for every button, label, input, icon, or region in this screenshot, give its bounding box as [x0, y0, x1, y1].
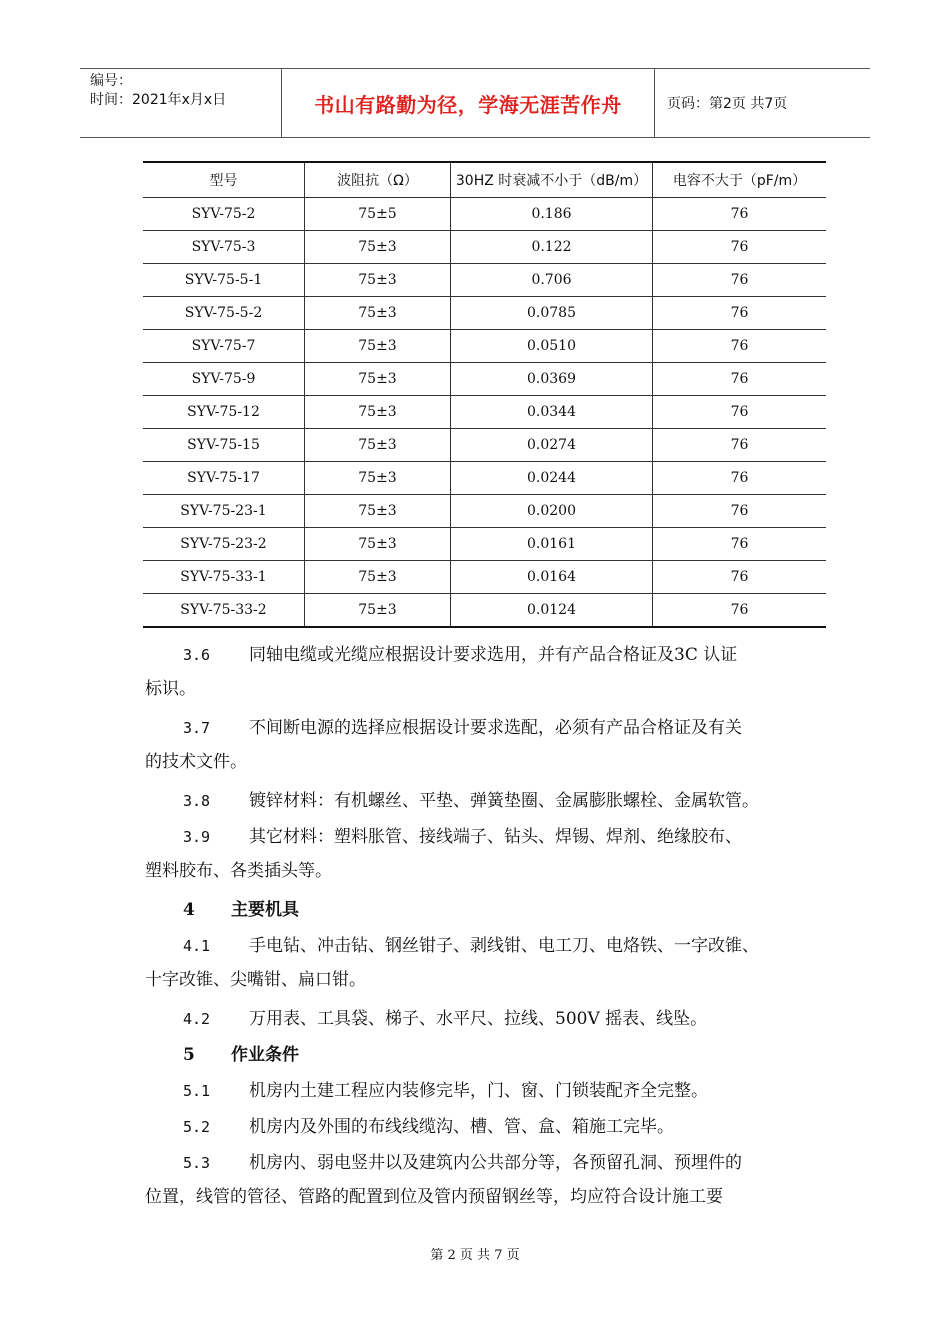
- column-header-capacitance: 电容不大于（pF/m）: [653, 162, 827, 198]
- clause-number: 3.7: [183, 719, 211, 737]
- cell-model: SYV-75-17: [143, 462, 305, 495]
- header-meta: [80, 69, 282, 137]
- cell-impedance: 75±3: [305, 363, 451, 396]
- paragraph-4-1: [145, 929, 825, 997]
- cell-capacitance: 76: [653, 363, 827, 396]
- page-header: [80, 68, 870, 138]
- cell-capacitance: 76: [653, 297, 827, 330]
- cell-model: SYV-75-33-1: [143, 561, 305, 594]
- cell-impedance: 75±3: [305, 462, 451, 495]
- cell-model: SYV-75-23-2: [143, 528, 305, 561]
- paragraph-5-2: [145, 1110, 825, 1144]
- cell-attenuation: 0.0785: [451, 297, 653, 330]
- clause-number: 4.1: [183, 937, 211, 955]
- paragraph-3-7: [145, 711, 825, 779]
- column-header-impedance: 波阻抗（Ω）: [305, 162, 451, 198]
- cell-capacitance: 76: [653, 264, 827, 297]
- cell-capacitance: 76: [653, 462, 827, 495]
- cell-model: SYV-75-5-2: [143, 297, 305, 330]
- section-title: 主要机具: [231, 900, 299, 920]
- cell-capacitance: 76: [653, 429, 827, 462]
- table-row: [143, 561, 826, 594]
- clause-continuation: 十字改锥、尖嘴钳、扁口钳。: [145, 970, 366, 990]
- cell-capacitance: 76: [653, 528, 827, 561]
- document-number-label: 编号：: [90, 73, 132, 89]
- cell-model: SYV-75-33-2: [143, 594, 305, 628]
- header-motto: 书山有路勤为径，学海无涯苦作舟: [282, 69, 655, 137]
- cell-impedance: 75±5: [305, 198, 451, 231]
- cell-model: SYV-75-2: [143, 198, 305, 231]
- table-row: [143, 363, 826, 396]
- paragraph-5-1: [145, 1074, 825, 1108]
- paragraph-4-2: [145, 1002, 825, 1036]
- table-row: [143, 198, 826, 231]
- header-page-info: 页码：第2页 共7页: [667, 96, 788, 112]
- cell-model: SYV-75-7: [143, 330, 305, 363]
- cell-capacitance: 76: [653, 396, 827, 429]
- section-title: 作业条件: [231, 1045, 299, 1065]
- page-footer: 第 2 页 共 7 页: [430, 1248, 520, 1263]
- cell-capacitance: 76: [653, 561, 827, 594]
- section-number: 5: [183, 1045, 195, 1065]
- cell-attenuation: 0.0164: [451, 561, 653, 594]
- table-row: [143, 396, 826, 429]
- clause-text: 其它材料：塑料胀管、接线端子、钻头、焊锡、焊剂、绝缘胶布、: [249, 827, 742, 847]
- clause-text: 万用表、工具袋、梯子、水平尺、拉线、500V 摇表、线坠。: [249, 1009, 708, 1029]
- table-row: [143, 462, 826, 495]
- cell-model: SYV-75-23-1: [143, 495, 305, 528]
- cell-capacitance: 76: [653, 198, 827, 231]
- table-row: [143, 330, 826, 363]
- cell-model: SYV-75-12: [143, 396, 305, 429]
- table-row: [143, 429, 826, 462]
- cell-attenuation: 0.706: [451, 264, 653, 297]
- cell-impedance: 75±3: [305, 594, 451, 628]
- cell-impedance: 75±3: [305, 561, 451, 594]
- cell-impedance: 75±3: [305, 429, 451, 462]
- cell-attenuation: 0.122: [451, 231, 653, 264]
- clause-continuation: 塑料胶布、各类插头等。: [145, 861, 332, 881]
- cell-capacitance: 76: [653, 594, 827, 628]
- cell-model: SYV-75-15: [143, 429, 305, 462]
- clause-number: 4.2: [183, 1010, 211, 1028]
- clause-number: 3.8: [183, 792, 211, 810]
- table-header-row: [143, 162, 826, 198]
- cell-attenuation: 0.0161: [451, 528, 653, 561]
- clause-number: 5.1: [183, 1082, 211, 1100]
- clause-continuation: 的技术文件。: [145, 752, 247, 772]
- cell-impedance: 75±3: [305, 231, 451, 264]
- table-row: [143, 264, 826, 297]
- column-header-attenuation: 30HZ 时衰减不小于（dB/m）: [451, 162, 653, 198]
- cell-attenuation: 0.0369: [451, 363, 653, 396]
- clause-text: 机房内土建工程应内装修完毕，门、窗、门锁装配齐全完整。: [249, 1081, 708, 1101]
- table-row: [143, 297, 826, 330]
- cell-attenuation: 0.186: [451, 198, 653, 231]
- cell-impedance: 75±3: [305, 528, 451, 561]
- section-5-heading: [145, 1038, 825, 1072]
- table-row: [143, 528, 826, 561]
- cell-impedance: 75±3: [305, 297, 451, 330]
- cell-attenuation: 0.0344: [451, 396, 653, 429]
- cell-impedance: 75±3: [305, 495, 451, 528]
- cable-spec-table: [143, 161, 826, 628]
- section-4-heading: [145, 893, 825, 927]
- table-row: [143, 594, 826, 628]
- paragraph-3-6: [145, 638, 825, 706]
- section-number: 4: [183, 900, 195, 920]
- cell-model: SYV-75-5-1: [143, 264, 305, 297]
- clause-number: 5.3: [183, 1154, 211, 1172]
- document-date: 时间：2021年x月x日: [90, 92, 227, 108]
- cell-impedance: 75±3: [305, 330, 451, 363]
- cell-model: SYV-75-9: [143, 363, 305, 396]
- cell-impedance: 75±3: [305, 264, 451, 297]
- clause-text: 手电钻、冲击钻、钢丝钳子、剥线钳、电工刀、电烙铁、一字改锥、: [249, 936, 759, 956]
- clause-text: 镀锌材料：有机螺丝、平垫、弹簧垫圈、金属膨胀螺栓、金属软管。: [249, 791, 759, 811]
- paragraph-5-3: [145, 1146, 825, 1214]
- cell-impedance: 75±3: [305, 396, 451, 429]
- cell-attenuation: 0.0200: [451, 495, 653, 528]
- cell-model: SYV-75-3: [143, 231, 305, 264]
- clause-number: 3.6: [183, 646, 211, 664]
- cell-capacitance: 76: [653, 330, 827, 363]
- column-header-model: 型号: [143, 162, 305, 198]
- clause-text: 同轴电缆或光缆应根据设计要求选用，并有产品合格证及3C 认证: [249, 645, 738, 665]
- clause-text: 机房内、弱电竖井以及建筑内公共部分等，各预留孔洞、预埋件的: [249, 1153, 742, 1173]
- clause-number: 5.2: [183, 1118, 211, 1136]
- clause-continuation: 标识。: [145, 679, 196, 699]
- cell-attenuation: 0.0244: [451, 462, 653, 495]
- clause-text: 不间断电源的选择应根据设计要求选配，必须有产品合格证及有关: [249, 718, 742, 738]
- cell-attenuation: 0.0510: [451, 330, 653, 363]
- clause-number: 3.9: [183, 828, 211, 846]
- table-row: [143, 231, 826, 264]
- cell-attenuation: 0.0124: [451, 594, 653, 628]
- clause-continuation: 位置，线管的管径、管路的配置到位及管内预留钢丝等，均应符合设计施工要: [145, 1187, 723, 1207]
- cell-capacitance: 76: [653, 495, 827, 528]
- cell-attenuation: 0.0274: [451, 429, 653, 462]
- paragraph-3-9: [145, 820, 825, 888]
- clause-text: 机房内及外围的布线线缆沟、槽、管、盒、箱施工完毕。: [249, 1117, 674, 1137]
- table-row: [143, 495, 826, 528]
- paragraph-3-8: [145, 784, 825, 818]
- cell-capacitance: 76: [653, 231, 827, 264]
